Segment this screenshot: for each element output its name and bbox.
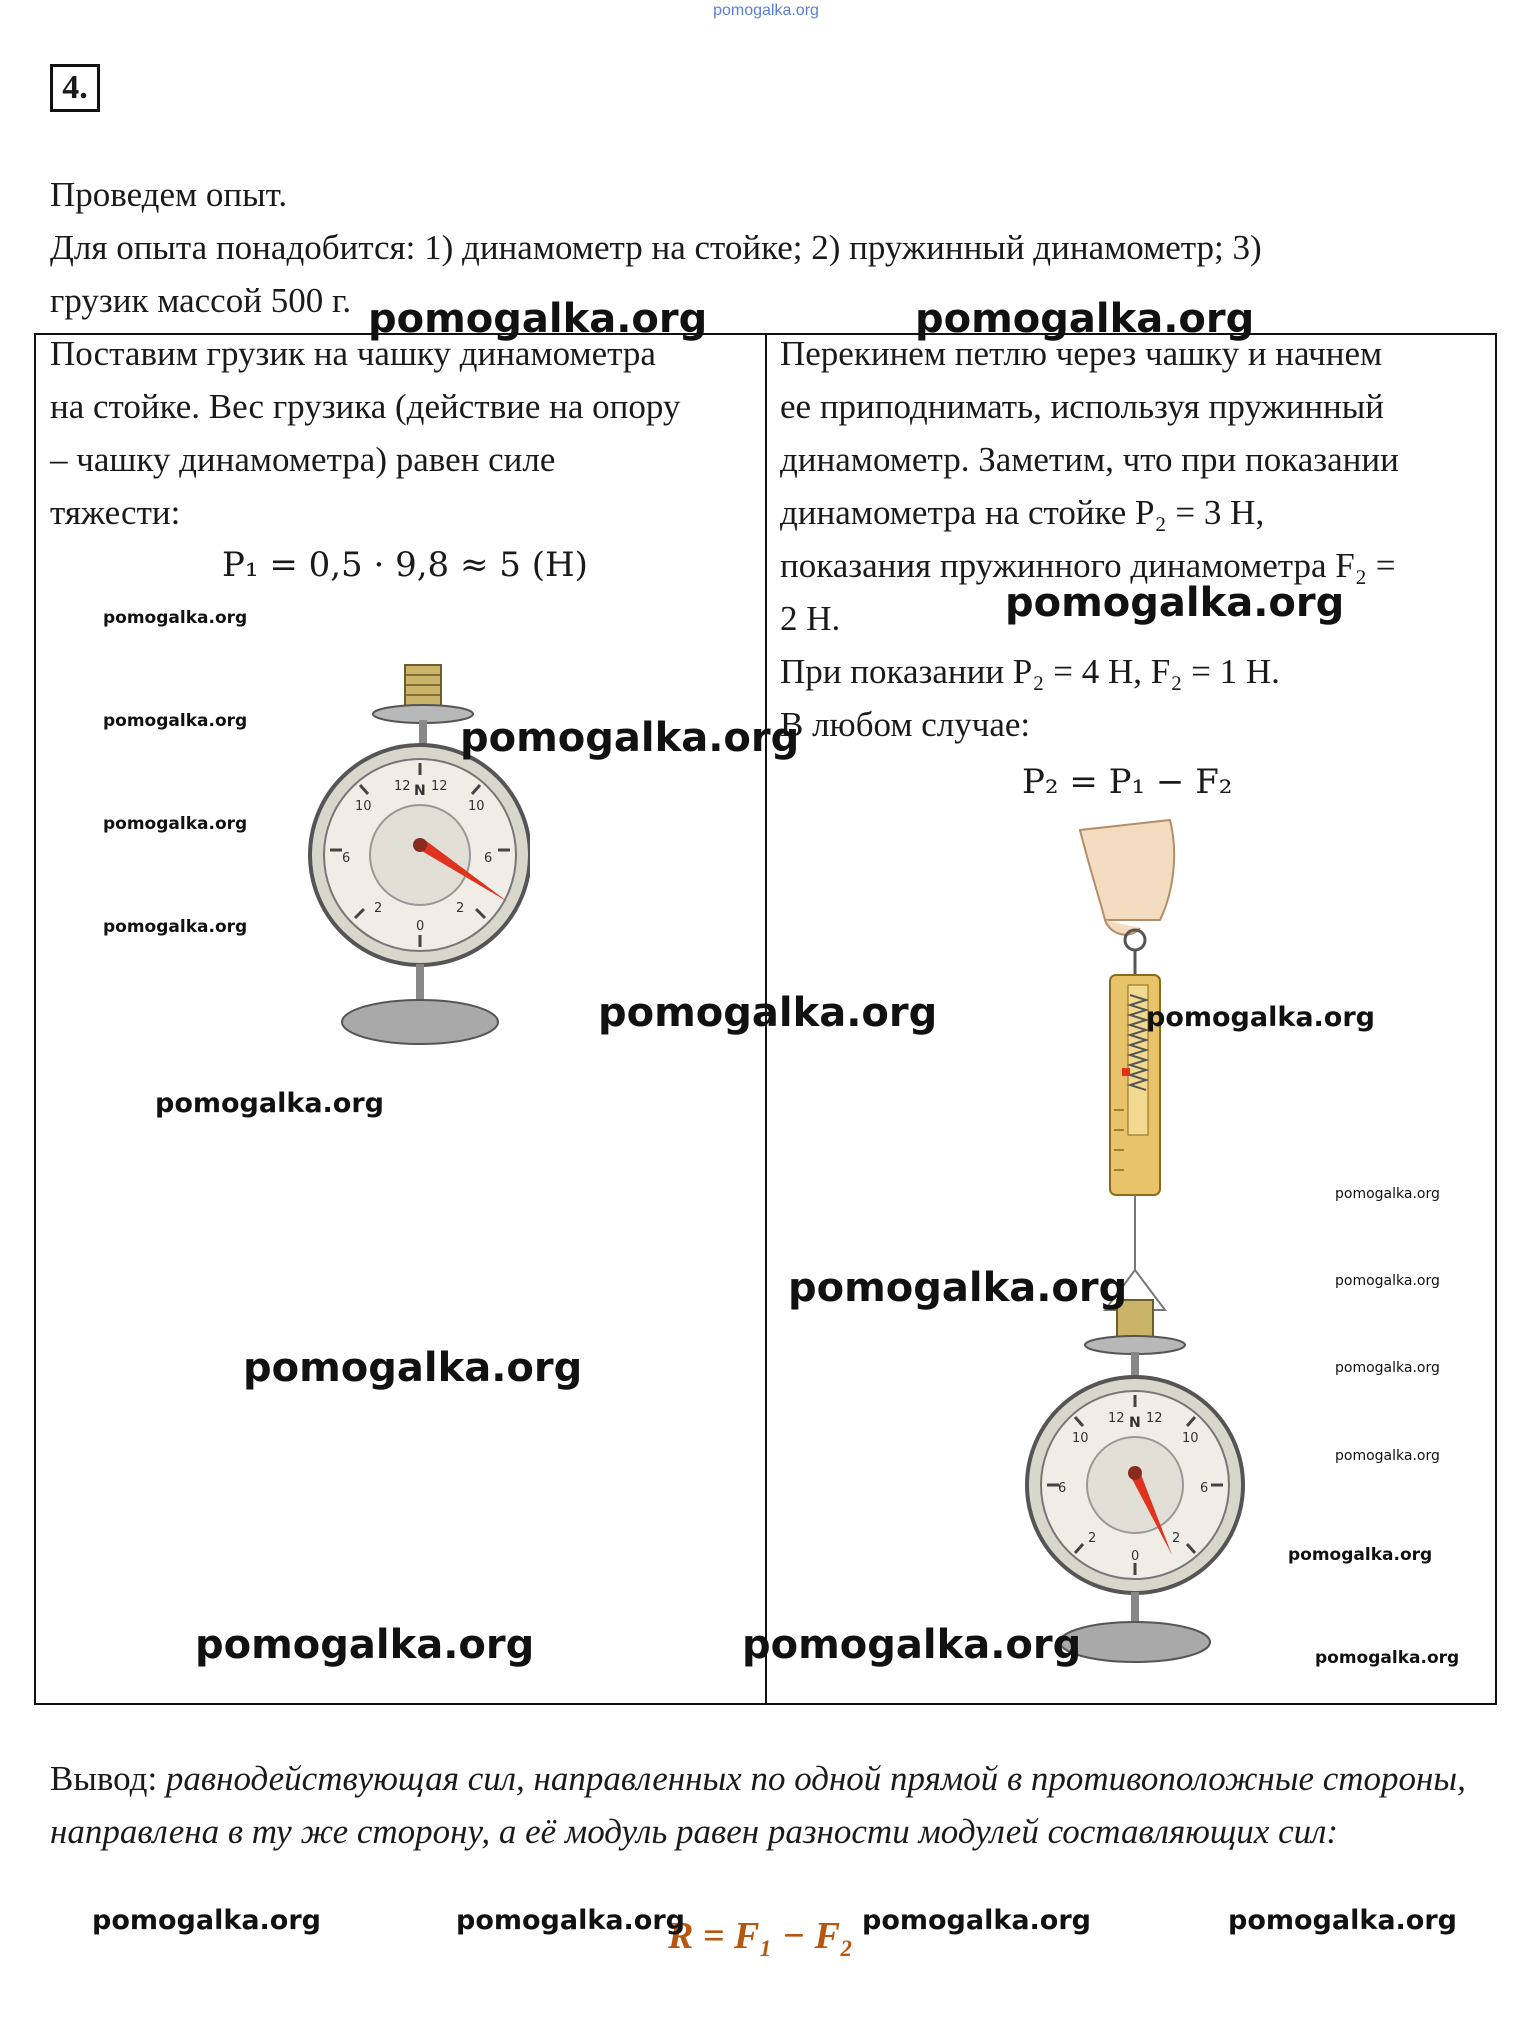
watermark: pomogalka.org bbox=[103, 917, 248, 937]
watermark: pomogalka.org bbox=[155, 1088, 384, 1119]
left-line-4: тяжести: bbox=[50, 493, 181, 532]
watermark: pomogalka.org bbox=[862, 1905, 1091, 1936]
dial-label-0: 0 bbox=[416, 919, 425, 934]
stand-base-icon bbox=[1060, 1622, 1210, 1662]
dial-label-0: 0 bbox=[1131, 1549, 1140, 1564]
watermark: pomogalka.org bbox=[460, 715, 800, 761]
dial-label-6-left: 6 bbox=[1058, 1481, 1067, 1496]
dial-label-6-right: 6 bbox=[484, 851, 493, 866]
dial-unit: N bbox=[1129, 1415, 1141, 1431]
conclusion-label: Вывод: bbox=[50, 1759, 158, 1798]
dial-label-6-left: 6 bbox=[342, 851, 351, 866]
final-formula: R = F₁ − F₂ bbox=[668, 1915, 854, 1957]
watermark: pomogalka.org bbox=[1315, 1648, 1460, 1668]
dial-unit: N bbox=[414, 783, 426, 799]
right-cell-text bbox=[780, 327, 1490, 751]
watermark: pomogalka.org bbox=[368, 296, 708, 342]
right-line-6: 2 Н. bbox=[780, 599, 841, 638]
stand-dynamometer-illustration bbox=[270, 650, 530, 1060]
watermark-top: pomogalka.org bbox=[713, 2, 819, 19]
left-line-1: Поставим грузик на чашку динамометра bbox=[50, 334, 656, 373]
left-line-3: – чашку динамометра) равен силе bbox=[50, 440, 556, 479]
dial-label-12-right: 12 bbox=[431, 779, 448, 794]
right-line-5: показания пружинного динамометра F₂ = bbox=[780, 546, 1396, 585]
conclusion-text: равнодействующая сил, направленных по одной прямой в противоположные стороны, направлена в ту же сторону, а её модуль равен разности модулей составляющих сил: bbox=[50, 1759, 1466, 1851]
watermark: pomogalka.org bbox=[1335, 1186, 1440, 1202]
watermark: pomogalka.org bbox=[1335, 1360, 1440, 1376]
intro-line-3: грузик массой 500 г. bbox=[50, 281, 352, 320]
dial-label-2-left: 2 bbox=[374, 901, 383, 916]
watermark: pomogalka.org bbox=[1335, 1448, 1440, 1464]
hand-icon bbox=[1080, 820, 1174, 920]
dial-label-12-right: 12 bbox=[1146, 1411, 1163, 1426]
watermark: pomogalka.org bbox=[103, 711, 248, 731]
left-formula: P₁ = 0,5 · 9,8 ≈ 5 (Н) bbox=[222, 545, 588, 585]
dial-label-10-left: 10 bbox=[1072, 1431, 1089, 1446]
right-line-3: динамометр. Заметим, что при показании bbox=[780, 440, 1399, 479]
watermark: pomogalka.org bbox=[788, 1265, 1128, 1311]
right-line-8: В любом случае: bbox=[780, 705, 1031, 744]
right-line-1: Перекинем петлю через чашку и начнем bbox=[780, 334, 1383, 373]
watermark: pomogalka.org bbox=[1335, 1273, 1440, 1289]
dial-label-2-right: 2 bbox=[456, 901, 465, 916]
watermark: pomogalka.org bbox=[195, 1622, 535, 1668]
intro-line-2: Для опыта понадобится: 1) динамометр на стойке; 2) пружинный динамометр; 3) bbox=[50, 228, 1262, 267]
watermark: pomogalka.org bbox=[1005, 580, 1345, 626]
dial-label-2-left: 2 bbox=[1088, 1531, 1097, 1546]
stand-base-icon bbox=[342, 1000, 498, 1044]
weight-icon bbox=[405, 665, 441, 710]
right-line-2: ее приподнимать, используя пружинный bbox=[780, 387, 1385, 426]
watermark: pomogalka.org bbox=[92, 1905, 321, 1936]
left-line-2: на стойке. Вес грузика (действие на опору bbox=[50, 387, 681, 426]
dial-label-10-right: 10 bbox=[468, 799, 485, 814]
watermark: pomogalka.org bbox=[742, 1622, 1082, 1668]
spring-scale-illustration bbox=[1010, 810, 1270, 1690]
dial-label-12-left: 12 bbox=[394, 779, 411, 794]
right-formula: P₂ = P₁ − F₂ bbox=[1022, 762, 1233, 802]
watermark: pomogalka.org bbox=[1146, 1002, 1375, 1033]
right-line-7: При показании P₂ = 4 Н, F₂ = 1 Н. bbox=[780, 652, 1280, 691]
watermark: pomogalka.org bbox=[243, 1345, 583, 1391]
watermark: pomogalka.org bbox=[103, 814, 248, 834]
watermark: pomogalka.org bbox=[1228, 1905, 1457, 1936]
dial-label-2-right: 2 bbox=[1172, 1531, 1181, 1546]
dial-label-12-left: 12 bbox=[1108, 1411, 1125, 1426]
dial-label-10-right: 10 bbox=[1182, 1431, 1199, 1446]
intro-line-1: Проведем опыт. bbox=[50, 175, 288, 214]
watermark: pomogalka.org bbox=[598, 990, 938, 1036]
watermark: pomogalka.org bbox=[103, 608, 248, 628]
watermark: pomogalka.org bbox=[915, 296, 1255, 342]
right-line-4: динамометра на стойке P₂ = 3 Н, bbox=[780, 493, 1265, 532]
cup-icon bbox=[1085, 1336, 1185, 1354]
task-number: 4. bbox=[50, 64, 100, 112]
dial-label-6-right: 6 bbox=[1200, 1481, 1209, 1496]
left-cell-text bbox=[50, 327, 760, 539]
watermark: pomogalka.org bbox=[456, 1905, 685, 1936]
watermark: pomogalka.org bbox=[1288, 1545, 1433, 1565]
dial-label-10-left: 10 bbox=[355, 799, 372, 814]
conclusion bbox=[50, 1752, 1470, 1858]
